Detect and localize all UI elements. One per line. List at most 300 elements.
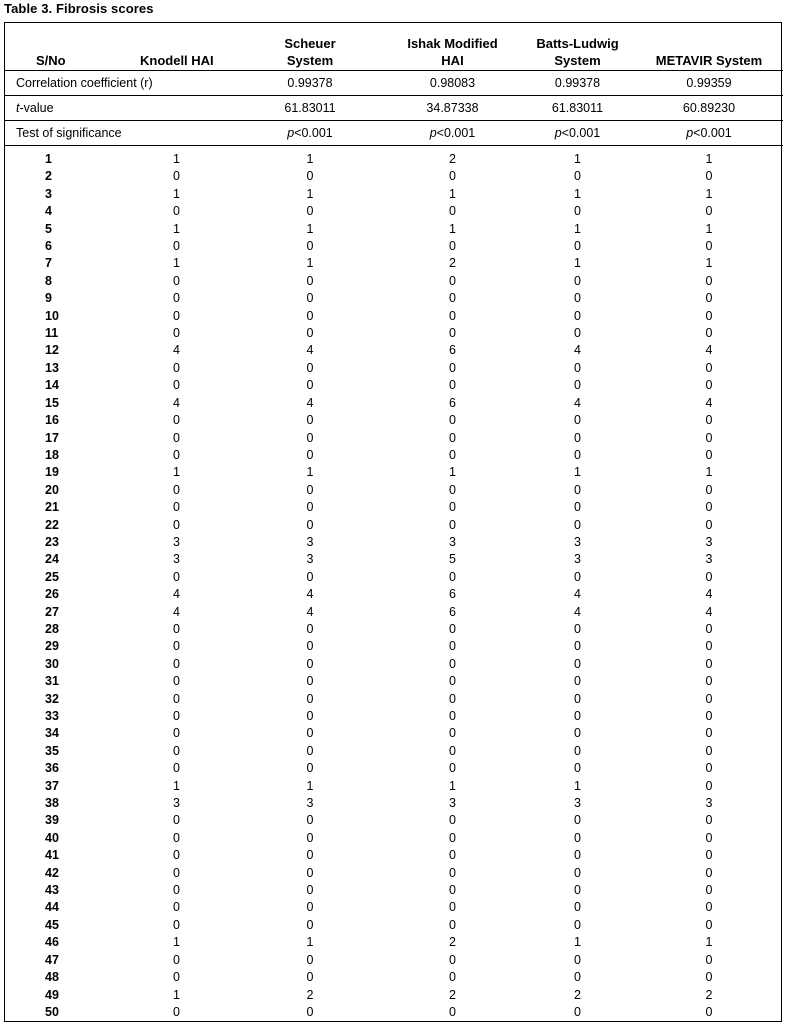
cell-sno: 50 (45, 1004, 59, 1019)
cell-scheuer: 1 (306, 256, 314, 271)
cell-knodell: 0 (173, 569, 180, 584)
cell-sno: 25 (45, 569, 59, 584)
cell-knodell: 1 (173, 935, 180, 950)
cell-metavir: 0 (705, 691, 713, 706)
cell-ishak: 0 (449, 482, 456, 497)
cell-scheuer: 4 (306, 395, 314, 410)
cell-knodell: 0 (173, 326, 180, 341)
cell-scheuer: 0 (306, 239, 314, 254)
cell-ishak: 0 (449, 761, 456, 776)
cell-ishak: 1 (449, 186, 456, 201)
cell-sno: 47 (45, 952, 59, 967)
cell-metavir: 0 (705, 569, 713, 584)
table-row (5, 604, 783, 621)
cell-knodell: 0 (173, 883, 180, 898)
cell-batts: 0 (574, 848, 581, 863)
header-knodell: Knodell HAI (140, 23, 235, 71)
cell-knodell: 0 (173, 273, 180, 288)
header-ishak-line2: HAI (441, 53, 464, 68)
cell-knodell: 4 (173, 343, 180, 358)
table-row (5, 499, 783, 516)
table-row (5, 168, 783, 185)
cell-knodell: 0 (173, 691, 180, 706)
cell-ishak: 0 (449, 830, 456, 845)
cell-batts: 4 (574, 587, 581, 602)
table-row (5, 186, 783, 203)
significance-batts (520, 121, 635, 146)
cell-ishak: 0 (449, 952, 456, 967)
cell-metavir: 0 (705, 865, 713, 880)
correlation-label: Correlation coefficient (r) (5, 71, 235, 96)
header-ishak (385, 23, 520, 71)
cell-ishak: 0 (449, 569, 456, 584)
cell-scheuer: 0 (306, 639, 314, 654)
cell-ishak: 0 (449, 917, 456, 932)
cell-ishak: 1 (449, 465, 456, 480)
p-threshold: <0.001 (436, 126, 476, 140)
cell-knodell: 0 (173, 413, 180, 428)
cell-scheuer: 0 (306, 813, 314, 828)
cell-batts: 0 (574, 273, 581, 288)
cell-batts: 3 (574, 796, 581, 811)
cell-metavir: 0 (705, 830, 713, 845)
cell-metavir: 0 (705, 621, 713, 636)
header-batts (520, 23, 635, 71)
cell-knodell: 0 (173, 517, 180, 532)
cell-sno: 42 (45, 865, 59, 880)
correlation-scheuer: 0.99378 (235, 71, 385, 96)
tvalue-label-t: t (16, 101, 20, 115)
table-row (5, 360, 783, 377)
cell-knodell: 0 (173, 360, 180, 375)
cell-knodell: 1 (173, 987, 180, 1002)
table-row (5, 934, 783, 951)
cell-ishak: 0 (449, 447, 456, 462)
cell-ishak: 2 (449, 935, 456, 950)
cell-metavir: 0 (705, 169, 713, 184)
cell-scheuer: 0 (306, 1004, 314, 1019)
table-row (5, 899, 783, 916)
significance-label: Test of significance (5, 121, 235, 146)
cell-knodell: 0 (173, 482, 180, 497)
table-row (5, 917, 783, 934)
cell-metavir: 0 (705, 813, 713, 828)
cell-ishak: 2 (449, 987, 456, 1002)
cell-metavir: 0 (705, 326, 713, 341)
cell-batts: 4 (574, 395, 581, 410)
cell-ishak: 0 (449, 639, 456, 654)
cell-sno: 18 (45, 447, 59, 462)
correlation-row (5, 71, 783, 96)
table-row (5, 969, 783, 986)
cell-batts: 1 (574, 465, 581, 480)
cell-sno: 10 (45, 308, 59, 323)
cell-knodell: 0 (173, 848, 180, 863)
cell-sno: 3 (45, 186, 52, 201)
table-row (5, 377, 783, 394)
cell-batts: 0 (574, 813, 581, 828)
cell-ishak: 0 (449, 743, 456, 758)
correlation-metavir: 0.99359 (635, 71, 783, 96)
cell-scheuer: 1 (306, 778, 314, 793)
cell-ishak: 0 (449, 500, 456, 515)
cell-knodell: 0 (173, 726, 180, 741)
cell-batts: 0 (574, 239, 581, 254)
cell-metavir: 0 (705, 482, 713, 497)
cell-sno: 34 (45, 726, 59, 741)
cell-sno: 46 (45, 935, 59, 950)
cell-scheuer: 1 (306, 186, 314, 201)
cell-metavir: 0 (705, 430, 713, 445)
cell-sno: 15 (45, 395, 59, 410)
cell-ishak: 0 (449, 430, 456, 445)
cell-metavir: 4 (705, 587, 713, 602)
table-row (5, 551, 783, 568)
cell-sno: 22 (45, 517, 59, 532)
significance-ishak (385, 121, 520, 146)
cell-sno: 40 (45, 830, 59, 845)
p-symbol: p (686, 126, 694, 140)
cell-ishak: 0 (449, 517, 456, 532)
cell-ishak: 0 (449, 378, 456, 393)
cell-batts: 0 (574, 726, 581, 741)
table-row (5, 221, 783, 238)
cell-metavir: 0 (705, 726, 713, 741)
cell-sno: 45 (45, 917, 59, 932)
cell-batts: 0 (574, 1004, 581, 1019)
cell-batts: 0 (574, 900, 581, 915)
cell-batts: 0 (574, 674, 581, 689)
cell-sno: 7 (45, 256, 52, 271)
cell-batts: 0 (574, 517, 581, 532)
cell-metavir: 0 (705, 1004, 713, 1019)
cell-sno: 32 (45, 691, 59, 706)
cell-metavir: 0 (705, 273, 713, 288)
cell-scheuer: 0 (306, 830, 314, 845)
cell-sno: 29 (45, 639, 59, 654)
cell-knodell: 3 (173, 552, 180, 567)
cell-scheuer: 0 (306, 326, 314, 341)
p-symbol: p (287, 126, 295, 140)
cell-ishak: 0 (449, 204, 456, 219)
cell-knodell: 0 (173, 378, 180, 393)
table-row (5, 656, 783, 673)
cell-metavir: 0 (705, 761, 713, 776)
header-scheuer-line1: Scheuer (284, 36, 336, 51)
cell-batts: 0 (574, 970, 581, 985)
cell-scheuer: 2 (306, 987, 314, 1002)
cell-sno: 16 (45, 413, 59, 428)
cell-batts: 0 (574, 169, 581, 184)
cell-ishak: 6 (449, 343, 456, 358)
cell-knodell: 1 (173, 465, 180, 480)
cell-knodell: 0 (173, 709, 180, 723)
cell-metavir: 0 (705, 360, 713, 375)
cell-sno: 49 (45, 987, 59, 1002)
significance-row (5, 121, 783, 146)
cell-metavir: 0 (705, 917, 713, 932)
cell-ishak: 0 (449, 865, 456, 880)
cell-scheuer: 0 (306, 674, 314, 689)
cell-knodell: 0 (173, 291, 180, 306)
p-threshold: <0.001 (294, 126, 333, 140)
cell-scheuer: 4 (306, 587, 314, 602)
cell-knodell: 0 (173, 447, 180, 462)
cell-scheuer: 0 (306, 691, 314, 706)
fibrosis-scores-table (5, 23, 783, 1021)
cell-sno: 27 (45, 604, 59, 619)
table-row (5, 447, 783, 464)
cell-ishak: 0 (449, 239, 456, 254)
table-row (5, 830, 783, 847)
correlation-ishak: 0.98083 (385, 71, 520, 96)
table-row (5, 725, 783, 742)
cell-knodell: 0 (173, 674, 180, 689)
table-row (5, 673, 783, 690)
cell-scheuer: 0 (306, 743, 314, 758)
cell-knodell: 0 (173, 830, 180, 845)
cell-ishak: 0 (449, 308, 456, 323)
cell-metavir: 0 (705, 378, 713, 393)
cell-knodell: 3 (173, 796, 180, 811)
cell-sno: 44 (45, 900, 59, 915)
cell-batts: 1 (574, 186, 581, 201)
cell-ishak: 5 (449, 552, 456, 567)
tvalue-ishak: 34.87338 (385, 96, 520, 121)
header-sno: S/No (5, 23, 140, 71)
cell-metavir: 0 (705, 848, 713, 863)
cell-batts: 0 (574, 360, 581, 375)
cell-metavir: 0 (705, 883, 713, 898)
cell-knodell: 4 (173, 395, 180, 410)
cell-metavir: 3 (705, 796, 713, 811)
cell-sno: 2 (45, 169, 52, 184)
table-row (5, 517, 783, 534)
cell-knodell: 1 (173, 256, 180, 271)
cell-batts: 1 (574, 221, 581, 236)
table-row (5, 395, 783, 412)
cell-metavir: 2 (705, 987, 713, 1002)
cell-sno: 41 (45, 848, 59, 863)
cell-scheuer: 0 (306, 952, 314, 967)
table-row (5, 865, 783, 882)
table-row (5, 987, 783, 1004)
cell-batts: 1 (574, 152, 581, 166)
cell-ishak: 0 (449, 360, 456, 375)
table-row (5, 342, 783, 359)
cell-knodell: 0 (173, 813, 180, 828)
p-threshold: <0.001 (561, 126, 601, 140)
cell-knodell: 0 (173, 308, 180, 323)
table-row (5, 308, 783, 325)
cell-sno: 23 (45, 534, 59, 549)
cell-ishak: 1 (449, 778, 456, 793)
cell-ishak: 1 (449, 221, 456, 236)
table-row (5, 882, 783, 899)
cell-knodell: 0 (173, 970, 180, 985)
cell-scheuer: 0 (306, 517, 314, 532)
cell-batts: 1 (574, 778, 581, 793)
cell-ishak: 0 (449, 326, 456, 341)
table-row (5, 203, 783, 220)
tvalue-scheuer: 61.83011 (235, 96, 385, 121)
cell-metavir: 0 (705, 952, 713, 967)
table-row (5, 534, 783, 551)
header-row (5, 23, 783, 71)
tvalue-label-rest: -value (19, 101, 54, 115)
cell-batts: 0 (574, 656, 581, 671)
cell-scheuer: 0 (306, 169, 314, 184)
cell-scheuer: 3 (306, 534, 314, 549)
cell-sno: 14 (45, 378, 59, 393)
cell-scheuer: 0 (306, 900, 314, 915)
cell-batts: 0 (574, 743, 581, 758)
cell-knodell: 1 (173, 152, 180, 166)
cell-sno: 31 (45, 674, 59, 689)
tvalue-metavir: 60.89230 (635, 96, 783, 121)
cell-knodell: 0 (173, 204, 180, 219)
cell-batts: 0 (574, 639, 581, 654)
cell-batts: 0 (574, 447, 581, 462)
cell-metavir: 0 (705, 743, 713, 758)
cell-ishak: 0 (449, 674, 456, 689)
cell-ishak: 3 (449, 796, 456, 811)
cell-scheuer: 0 (306, 761, 314, 776)
table-row (5, 151, 783, 168)
table-row (5, 760, 783, 777)
table-row (5, 743, 783, 760)
cell-scheuer: 0 (306, 204, 314, 219)
cell-knodell: 4 (173, 604, 180, 619)
cell-batts: 0 (574, 952, 581, 967)
cell-batts: 0 (574, 883, 581, 898)
cell-knodell: 0 (173, 761, 180, 776)
cell-ishak: 3 (449, 534, 456, 549)
cell-batts: 0 (574, 204, 581, 219)
cell-scheuer: 0 (306, 500, 314, 515)
tvalue-batts: 61.83011 (520, 96, 635, 121)
cell-metavir: 1 (705, 186, 713, 201)
cell-metavir: 0 (705, 709, 713, 723)
table-row (5, 795, 783, 812)
cell-sno: 1 (45, 152, 52, 166)
table-row (5, 638, 783, 655)
cell-batts: 0 (574, 691, 581, 706)
cell-scheuer: 0 (306, 917, 314, 932)
cell-knodell: 0 (173, 865, 180, 880)
cell-scheuer: 0 (306, 621, 314, 636)
table-row (5, 325, 783, 342)
cell-batts: 4 (574, 343, 581, 358)
table-row (5, 1004, 783, 1021)
cell-batts: 0 (574, 430, 581, 445)
table-row (5, 778, 783, 795)
table-row (5, 708, 783, 725)
cell-sno: 8 (45, 273, 52, 288)
cell-batts: 0 (574, 709, 581, 723)
cell-scheuer: 0 (306, 656, 314, 671)
cell-batts: 3 (574, 534, 581, 549)
cell-batts: 0 (574, 482, 581, 497)
table-row (5, 290, 783, 307)
table-row (5, 952, 783, 969)
cell-knodell: 0 (173, 900, 180, 915)
cell-ishak: 0 (449, 621, 456, 636)
cell-batts: 0 (574, 413, 581, 428)
cell-knodell: 3 (173, 534, 180, 549)
cell-metavir: 0 (705, 674, 713, 689)
cell-sno: 19 (45, 465, 59, 480)
cell-batts: 0 (574, 621, 581, 636)
cell-batts: 0 (574, 917, 581, 932)
tvalue-row (5, 96, 783, 121)
table-row (5, 238, 783, 255)
cell-batts: 1 (574, 935, 581, 950)
table-row (5, 464, 783, 481)
cell-batts: 3 (574, 552, 581, 567)
correlation-batts: 0.99378 (520, 71, 635, 96)
fibrosis-table-frame (4, 22, 782, 1022)
table-row (5, 255, 783, 272)
table-row (5, 412, 783, 429)
cell-metavir: 0 (705, 656, 713, 671)
p-threshold: <0.001 (693, 126, 732, 140)
cell-scheuer: 4 (306, 604, 314, 619)
cell-batts: 1 (574, 256, 581, 271)
cell-knodell: 0 (173, 430, 180, 445)
cell-knodell: 0 (173, 656, 180, 671)
header-batts-line1: Batts-Ludwig (536, 36, 619, 51)
cell-metavir: 0 (705, 778, 713, 793)
cell-metavir: 0 (705, 517, 713, 532)
cell-metavir: 0 (705, 291, 713, 306)
cell-knodell: 0 (173, 917, 180, 932)
cell-metavir: 0 (705, 500, 713, 515)
cell-scheuer: 3 (306, 796, 314, 811)
header-scheuer (235, 23, 385, 71)
cell-scheuer: 0 (306, 413, 314, 428)
cell-ishak: 0 (449, 813, 456, 828)
cell-sno: 9 (45, 291, 52, 306)
cell-metavir: 0 (705, 308, 713, 323)
cell-metavir: 0 (705, 447, 713, 462)
cell-ishak: 0 (449, 883, 456, 898)
cell-ishak: 0 (449, 413, 456, 428)
cell-scheuer: 1 (306, 935, 314, 950)
cell-batts: 0 (574, 308, 581, 323)
cell-scheuer: 0 (306, 378, 314, 393)
cell-scheuer: 0 (306, 865, 314, 880)
cell-sno: 26 (45, 587, 59, 602)
cell-ishak: 0 (449, 900, 456, 915)
cell-ishak: 0 (449, 291, 456, 306)
cell-batts: 0 (574, 378, 581, 393)
cell-ishak: 2 (449, 256, 456, 271)
cell-scheuer: 0 (306, 569, 314, 584)
cell-scheuer: 1 (306, 465, 314, 480)
header-metavir: METAVIR System (635, 23, 783, 71)
cell-knodell: 1 (173, 186, 180, 201)
cell-ishak: 6 (449, 587, 456, 602)
cell-batts: 0 (574, 500, 581, 515)
cell-metavir: 0 (705, 900, 713, 915)
cell-batts: 0 (574, 569, 581, 584)
cell-ishak: 0 (449, 691, 456, 706)
header-batts-line2: System (554, 53, 601, 68)
cell-scheuer: 1 (306, 221, 314, 236)
cell-knodell: 0 (173, 743, 180, 758)
cell-ishak: 0 (449, 709, 456, 723)
